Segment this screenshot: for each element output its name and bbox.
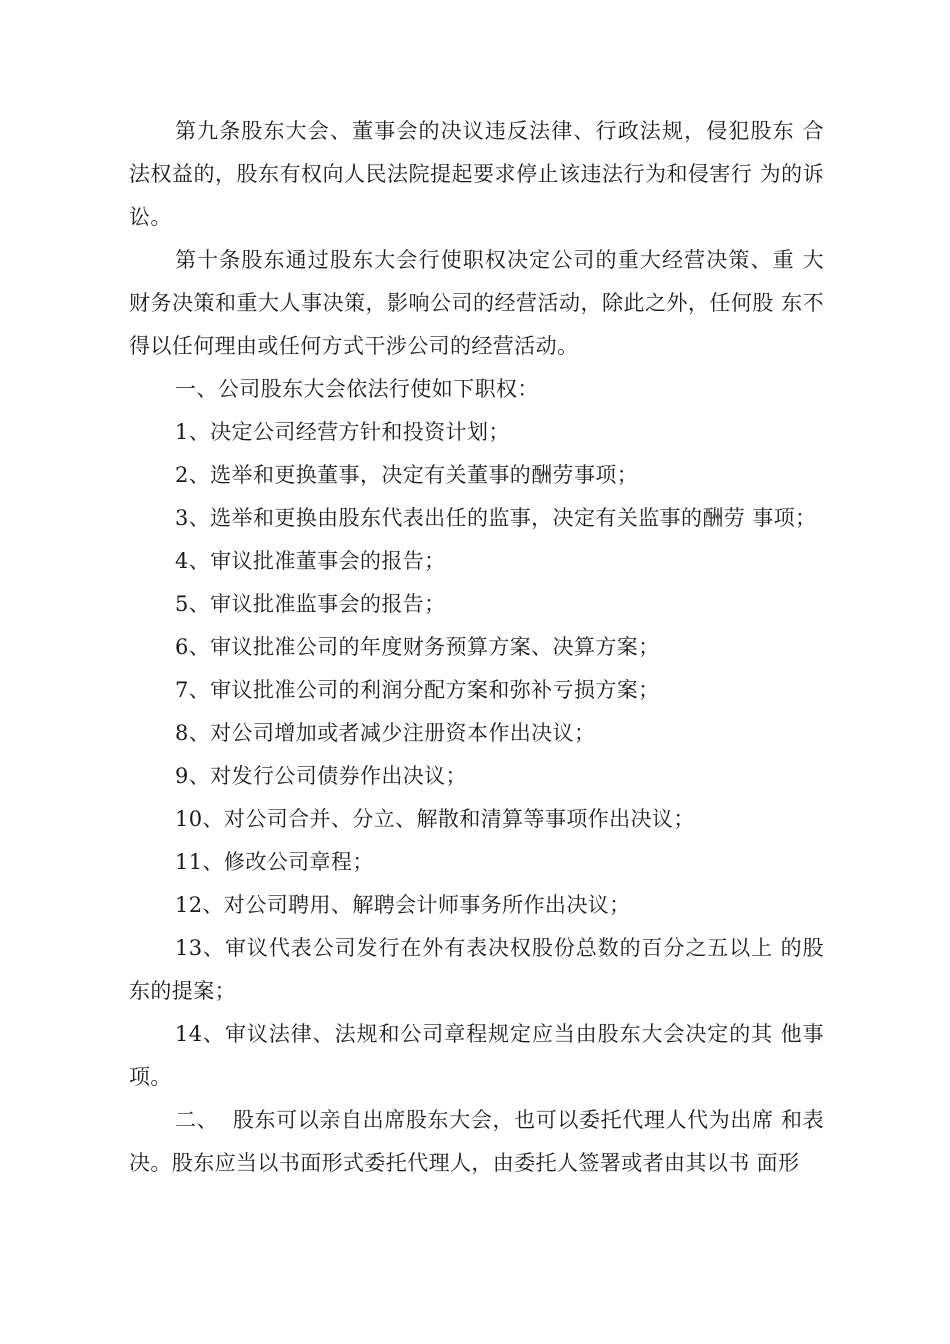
section-2-paragraph: 二、 股东可以亲自出席股东大会，也可以委托代理人代为出席 和表决。股东应当以书面形式委托代理人，由委托人签署或者由其以书 面形 [129, 1108, 824, 1175]
list-item-4: 4、审议批准董事会的报告； [175, 549, 446, 573]
list-item-2: 2、选举和更换董事，决定有关董事的酬劳事项； [175, 463, 639, 487]
list-item-6: 6、审议批准公司的年度财务预算方案、决算方案； [175, 635, 660, 659]
list-item-12: 12、对公司聘用、解聘会计师事务所作出决议； [175, 893, 631, 917]
list-item-14: 14、审议法律、法规和公司章程规定应当由股东大会决定的其 他事项。 [129, 1022, 824, 1089]
list-item-3: 3、选举和更换由股东代表出任的监事，决定有关监事的酬劳 事项； [175, 506, 817, 530]
list-item-1: 1、决定公司经营方针和投资计划； [175, 420, 510, 444]
list-item-11: 11、修改公司章程； [175, 850, 374, 874]
list-item-13: 13、审议代表公司发行在外有表决权股份总数的百分之五以上 的股东的提案； [129, 936, 824, 1003]
list-item-8: 8、对公司增加或者减少注册资本作出决议； [175, 721, 596, 745]
article-10-paragraph: 第十条股东通过股东大会行使职权决定公司的重大经营决策、重 大财务决策和重大人事决策，影响公司的经营活动，除此之外，任何股 东不得以任何理由或任何方式干涉公司的经营活动。 [129, 248, 824, 358]
document-body [129, 110, 824, 1185]
article-9-paragraph: 第九条股东大会、董事会的决议违反法律、行政法规，侵犯股东 合法权益的，股东有权向人民法院提起要求停止该违法行为和侵害行 为的诉讼。 [129, 119, 824, 229]
list-item-7: 7、审议批准公司的利润分配方案和弥补亏损方案； [175, 678, 660, 702]
list-item-9: 9、对发行公司债券作出决议； [175, 764, 467, 788]
section-1-heading: 一、公司股东大会依法行使如下职权： [175, 377, 539, 401]
list-item-10: 10、对公司合并、分立、解散和清算等事项作出决议； [175, 807, 695, 831]
list-item-5: 5、审议批准监事会的报告； [175, 592, 446, 616]
